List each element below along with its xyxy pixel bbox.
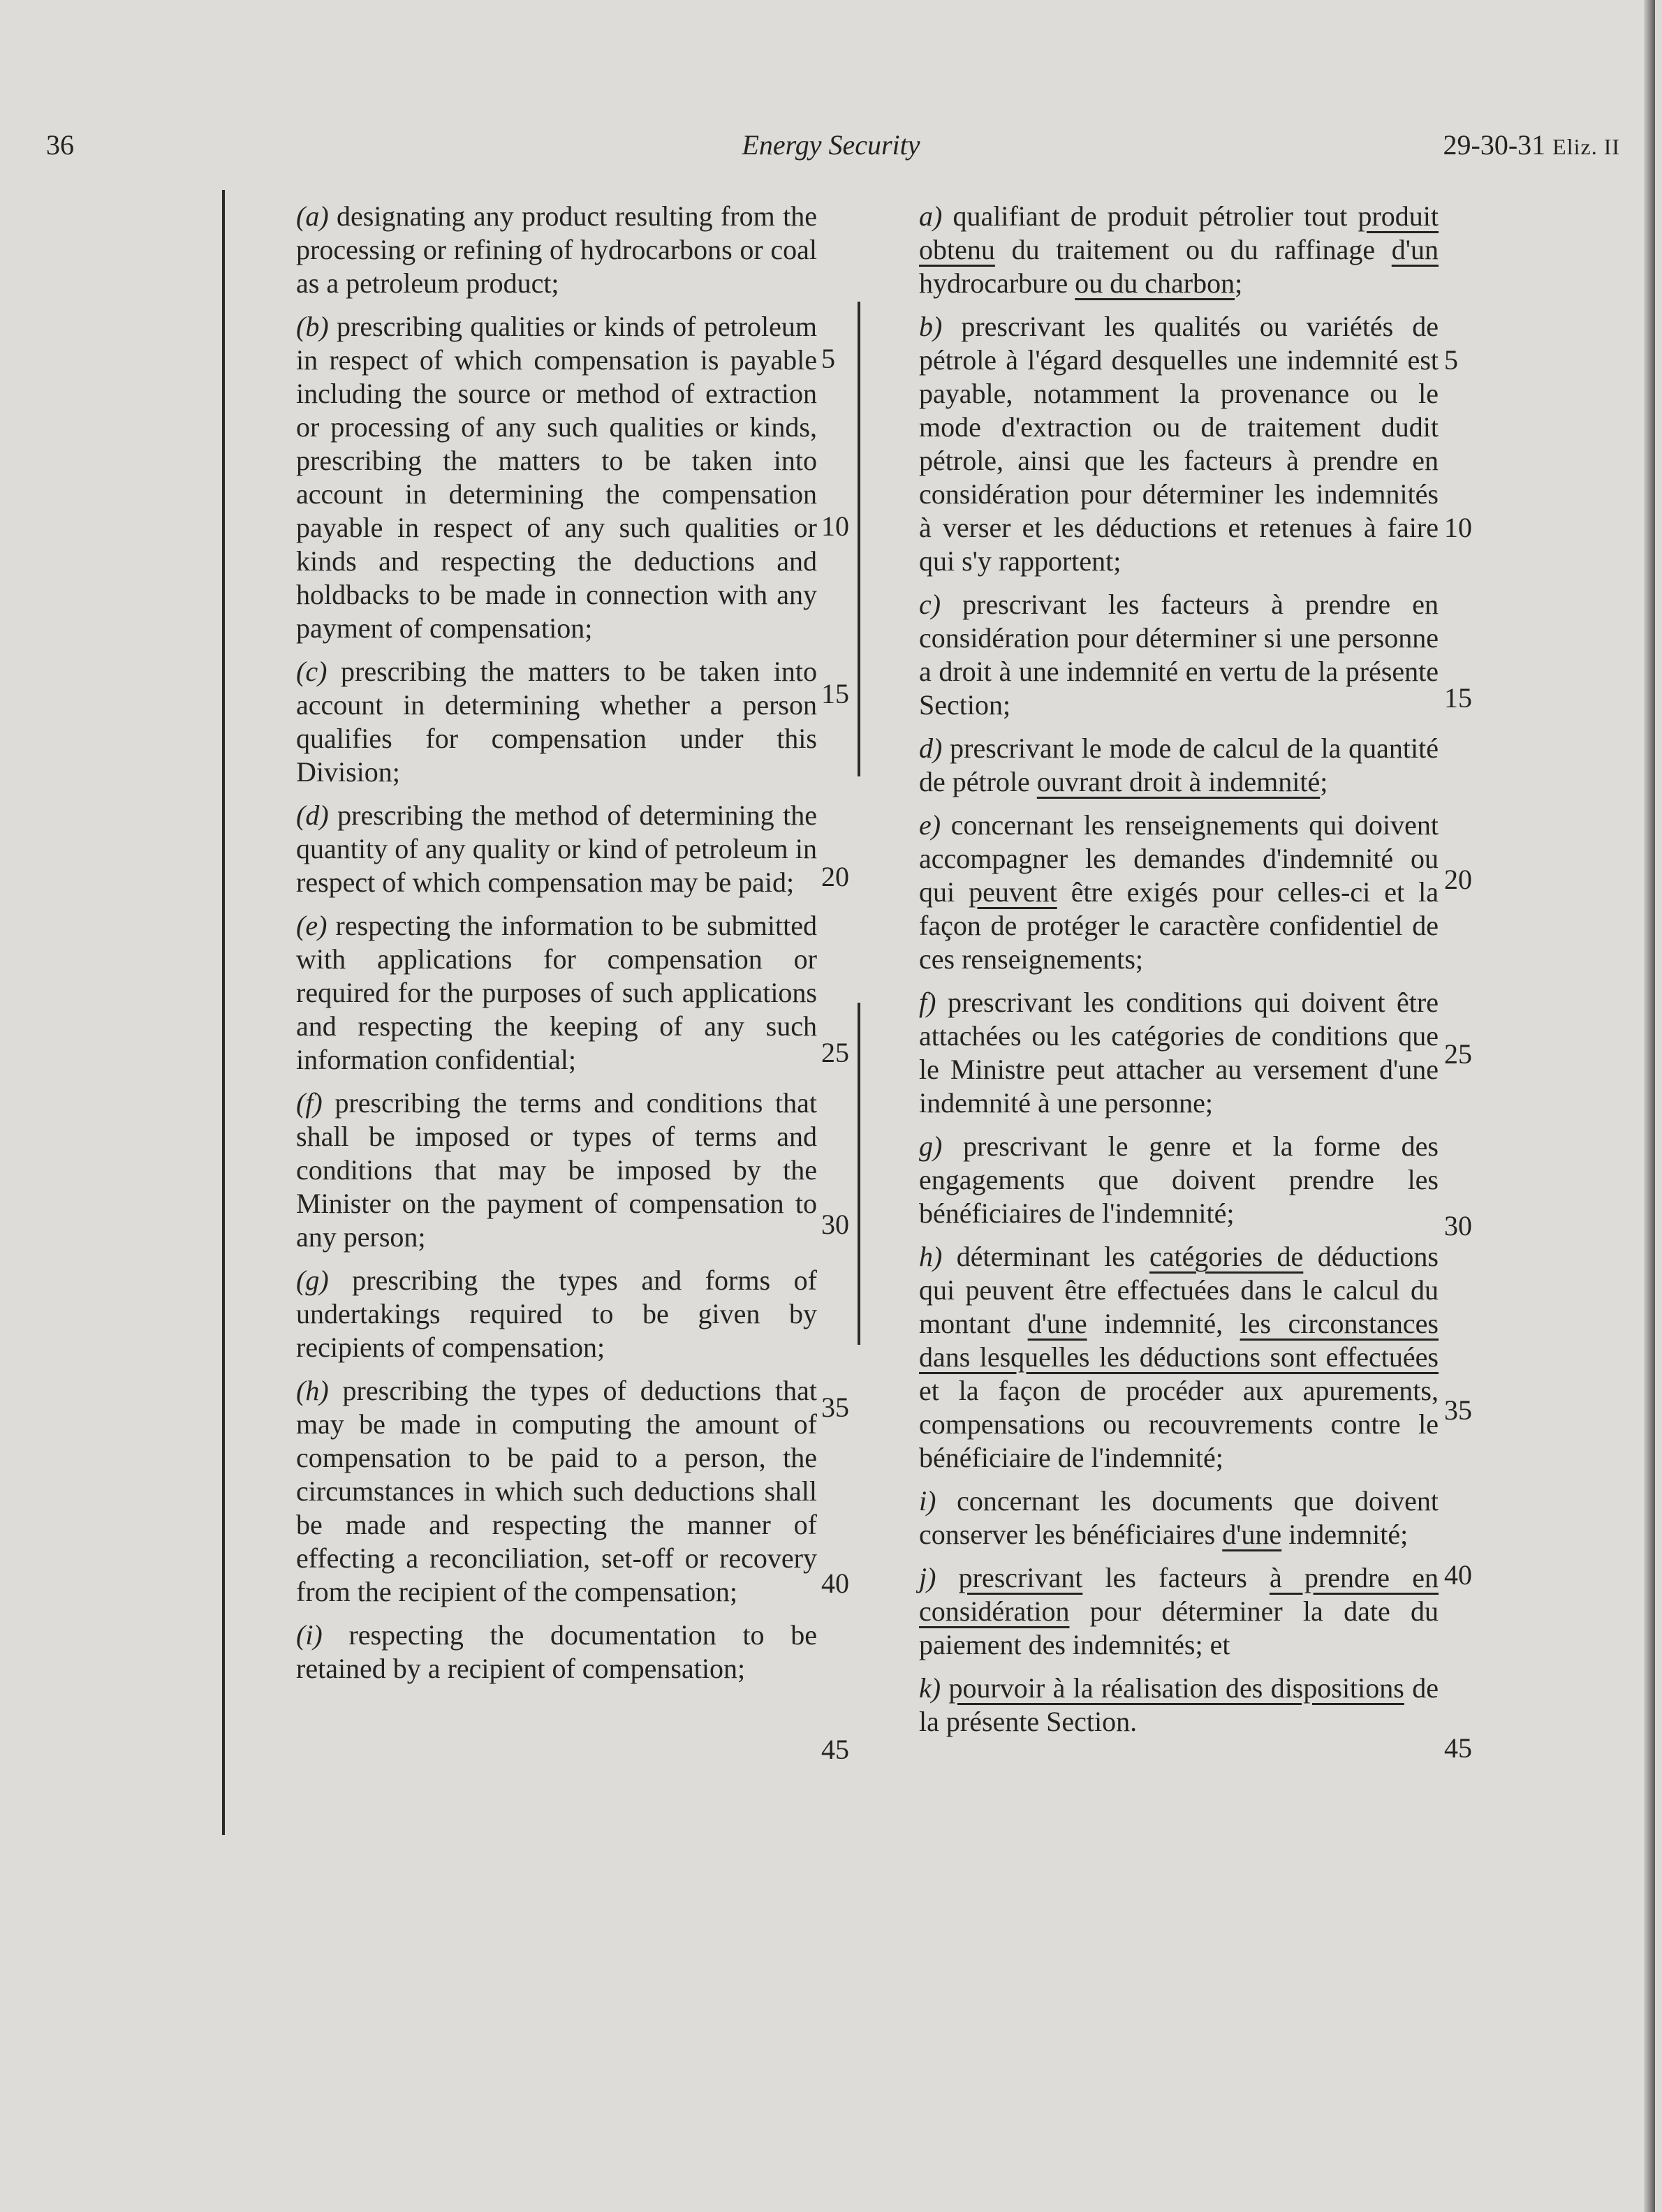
- en-label-a: (a): [296, 200, 329, 232]
- fr-para-a: [919, 200, 1439, 300]
- fr-text-d-1: prescrivant le mode de calcul de la quantité de pétrole: [919, 732, 1439, 797]
- fr-line-number-30: 30: [1444, 1210, 1472, 1241]
- french-column: [919, 200, 1439, 1748]
- en-label-c: (c): [296, 656, 328, 687]
- fr-underline-h-2: d'une: [1027, 1308, 1087, 1339]
- left-margin-bar: [222, 190, 225, 1835]
- fr-text-i-1: concernant les documents que doivent conserver les bénéficiaires: [919, 1485, 1439, 1550]
- fr-text-e-2: être exigés pour celles-ci et la façon de protéger le caractère confidentiel de ces renseignements;: [919, 876, 1439, 975]
- fr-underline-a-2: d'un: [1391, 234, 1439, 265]
- fr-text-g: prescrivant le genre et la forme des engagements que doivent prendre les bénéficiaires de l'indemnité;: [919, 1130, 1439, 1229]
- fr-text-a-4: ;: [1235, 267, 1243, 299]
- page-header: [0, 128, 1655, 170]
- change-bar-2: [858, 1003, 860, 1345]
- change-bar-1: [858, 302, 860, 776]
- fr-label-e: e): [919, 809, 941, 841]
- fr-label-k: k): [919, 1672, 941, 1704]
- fr-para-i: [919, 1484, 1439, 1551]
- en-line-number-25: 25: [821, 1037, 849, 1068]
- fr-text-i-2: indemnité;: [1281, 1519, 1409, 1550]
- fr-underline-h-1: catégories de: [1149, 1241, 1304, 1272]
- fr-line-number-5: 5: [1444, 344, 1458, 376]
- fr-line-number-10: 10: [1444, 512, 1472, 543]
- en-line-number-45: 45: [821, 1734, 849, 1765]
- fr-para-k: [919, 1672, 1439, 1739]
- en-label-i: (i): [296, 1619, 323, 1651]
- en-para-g: [296, 1264, 817, 1364]
- fr-para-e: [919, 809, 1439, 976]
- regnal-year: [1443, 128, 1620, 161]
- fr-text-k-1: de la présente Section.: [919, 1672, 1439, 1737]
- fr-text-k-0: [941, 1672, 948, 1704]
- en-text-g: prescribing the types and forms of undertakings required to be given by recipients of compensation;: [296, 1264, 817, 1363]
- en-line-number-40: 40: [821, 1568, 849, 1599]
- fr-text-a-2: du traitement ou du raffinage: [994, 234, 1392, 265]
- fr-text-h-4: et la façon de procéder aux apurements, compensations ou recouvrements contre le bénéficiaire de l'indemnité;: [919, 1375, 1439, 1473]
- en-para-h: [296, 1374, 817, 1609]
- fr-text-e-1: concernant les renseignements qui doivent accompagner les demandes d'indemnité ou qui: [919, 809, 1439, 908]
- fr-line-number-20: 20: [1444, 864, 1472, 895]
- fr-underline-k-1: pourvoir à la réalisation des dispositions: [948, 1672, 1404, 1704]
- en-line-number-35: 35: [821, 1392, 849, 1423]
- en-line-number-30: 30: [821, 1209, 849, 1240]
- en-label-e: (e): [296, 910, 328, 941]
- fr-para-f: [919, 986, 1439, 1120]
- fr-label-j: j): [919, 1562, 936, 1593]
- en-para-b: [296, 310, 817, 645]
- fr-underline-h-3: les circonstances dans lesquelles les déductions sont effectuées: [919, 1308, 1439, 1373]
- fr-para-b: [919, 310, 1439, 578]
- fr-underline-j-2: à prendre en considération: [919, 1562, 1439, 1627]
- en-label-h: (h): [296, 1375, 329, 1406]
- fr-text-j-2: pour déterminer la date du paiement des indemnités; et: [919, 1595, 1439, 1660]
- fr-label-c: c): [919, 589, 941, 620]
- page-edge-shadow: [1644, 0, 1655, 2212]
- fr-text-h-1: déterminant les: [942, 1241, 1149, 1272]
- en-para-i: [296, 1619, 817, 1686]
- en-text-i: respecting the documentation to be retained by a recipient of compensation;: [296, 1619, 817, 1684]
- en-label-g: (g): [296, 1264, 329, 1296]
- page-number: 36: [46, 129, 74, 161]
- en-line-number-5: 5: [821, 343, 835, 374]
- fr-underline-d-1: ouvrant droit à indemnité: [1036, 766, 1321, 797]
- fr-line-number-45: 45: [1444, 1732, 1472, 1764]
- fr-line-number-15: 15: [1444, 682, 1472, 714]
- fr-text-c: prescrivant les facteurs à prendre en considération pour déterminer si une personne a droit à une indemnité en vertu de la présente Section;: [919, 589, 1439, 721]
- en-para-a: [296, 200, 817, 300]
- fr-text-d-2: ;: [1320, 766, 1328, 797]
- fr-underline-i-1: d'une: [1222, 1519, 1282, 1550]
- fr-text-h-3: indemnité,: [1087, 1308, 1240, 1339]
- running-title: Energy Security: [742, 129, 920, 161]
- en-text-d: prescribing the method of determining the quantity of any quality or kind of petroleum in respect of which compensation may be paid;: [296, 799, 817, 898]
- en-line-number-20: 20: [821, 861, 849, 892]
- regnal-year-number: 29-30-31: [1443, 129, 1546, 161]
- fr-text-a-3: hydrocarbure: [919, 267, 1075, 299]
- fr-line-number-25: 25: [1444, 1038, 1472, 1070]
- fr-underline-e-1: peuvent: [969, 876, 1057, 908]
- fr-text-h-2: déductions qui peuvent être effectuées dans le calcul du montant: [919, 1241, 1439, 1339]
- en-text-b: prescribing qualities or kinds of petroleum in respect of which compensation is payable including the source or method of extraction or processing of any such qualities or kinds, prescribing the matters to be taken into account in determining the compensation payable in respect of any such qualities or kinds and respecting the deductions and holdbacks to be made in connection with any payment of compensation;: [296, 311, 817, 644]
- en-label-d: (d): [296, 799, 329, 831]
- en-line-number-15: 15: [821, 678, 849, 709]
- en-text-f: prescribing the terms and conditions that shall be imposed or types of terms and conditions that may be imposed by the Minister on the payment of compensation to any person;: [296, 1087, 817, 1253]
- english-column: [296, 200, 817, 1695]
- fr-para-c: [919, 588, 1439, 722]
- fr-text-b: prescrivant les qualités ou variétés de pétrole à l'égard desquelles une indemnité est payable, notamment la provenance ou le mode d'extraction ou de traitement dudit pétrole, ainsi que les facteurs à prendre en considération pour déterminer les indemnités à verser et les déductions et retenues à faire qui s'y rapportent;: [919, 311, 1439, 577]
- en-line-number-10: 10: [821, 510, 849, 542]
- fr-label-f: f): [919, 987, 936, 1018]
- fr-underline-a-3: ou du charbon: [1075, 267, 1235, 299]
- en-para-e: [296, 909, 817, 1077]
- fr-text-j-0: [936, 1562, 958, 1593]
- fr-line-number-40: 40: [1444, 1559, 1472, 1591]
- fr-para-j: [919, 1561, 1439, 1662]
- fr-para-h: [919, 1240, 1439, 1475]
- fr-label-a: a): [919, 200, 943, 232]
- en-text-h: prescribing the types of deductions that may be made in computing the amount of compensation to be paid to a person, the circumstances in which such deductions shall be made and respecting the manner of effecting a reconciliation, set-off or recovery from the recipient of the compensation;: [296, 1375, 817, 1607]
- en-label-b: (b): [296, 311, 329, 342]
- fr-label-h: h): [919, 1241, 943, 1272]
- fr-label-i: i): [919, 1485, 936, 1517]
- fr-label-d: d): [919, 732, 943, 764]
- fr-para-d: [919, 732, 1439, 799]
- regnal-year-eliz: Eliz. II: [1552, 134, 1620, 159]
- en-para-f: [296, 1086, 817, 1254]
- fr-underline-j-1: prescrivant: [958, 1562, 1083, 1593]
- fr-label-g: g): [919, 1130, 943, 1162]
- fr-label-b: b): [919, 311, 943, 342]
- en-text-e: respecting the information to be submitted with applications for compensation or required for the purposes of such applications and respecting the keeping of any such information confidential;: [296, 910, 817, 1075]
- en-label-f: (f): [296, 1087, 323, 1119]
- en-para-c: [296, 655, 817, 789]
- fr-para-g: [919, 1130, 1439, 1230]
- en-para-d: [296, 799, 817, 899]
- en-text-c: prescribing the matters to be taken into account in determining whether a person qualifies for compensation under this Division;: [296, 656, 817, 788]
- fr-text-j-1: les facteurs: [1082, 1562, 1270, 1593]
- en-text-a: designating any product resulting from the processing or refining of hydrocarbons or coal as a petroleum product;: [296, 200, 817, 299]
- fr-text-a-1: qualifiant de produit pétrolier tout: [942, 200, 1358, 232]
- fr-underline-a-1: produit obtenu: [919, 200, 1439, 265]
- fr-line-number-35: 35: [1444, 1394, 1472, 1426]
- fr-text-f: prescrivant les conditions qui doivent être attachées ou les catégories de conditions que le Ministre peut attacher au versement d'une indemnité à une personne;: [919, 987, 1439, 1119]
